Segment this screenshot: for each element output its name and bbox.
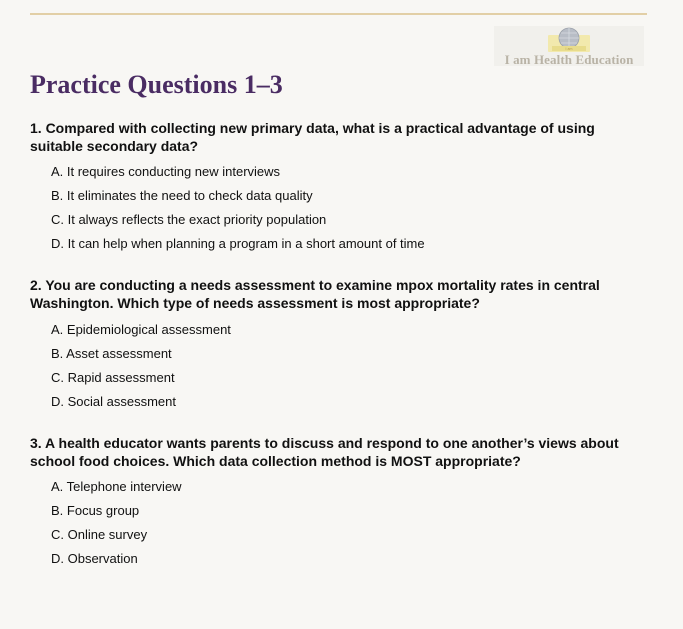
question-1-option-b: B. It eliminates the need to check data quality [51, 188, 313, 203]
logo [494, 22, 644, 70]
question-3-options [51, 475, 182, 571]
logo-text: I am Health Education [504, 52, 634, 67]
question-1-text: 1. Compared with collecting new primary data, what is a practical advantage of using suitable secondary data? [30, 120, 595, 154]
question-2-option-d: D. Social assessment [51, 394, 176, 409]
question-2-options [51, 318, 231, 414]
question-1-option-d: D. It can help when planning a program in a short amount of time [51, 236, 425, 251]
top-divider [30, 13, 647, 15]
question-2-option-a: A. Epidemiological assessment [51, 322, 231, 337]
svg-text:I am: I am [565, 47, 573, 51]
question-3-option-b: B. Focus group [51, 503, 140, 518]
question-3-option-d: D. Observation [51, 551, 138, 566]
question-3-option-c: C. Online survey [51, 527, 148, 542]
question-2-text: 2. You are conducting a needs assessment to examine mpox mortality rates in central Washington. Which type of needs assessment is most appropriate? [30, 277, 600, 311]
question-2-option-c: C. Rapid assessment [51, 370, 175, 385]
page-title: Practice Questions 1–3 [30, 70, 283, 99]
question-3-option-a: A. Telephone interview [51, 479, 182, 494]
question-1-option-a: A. It requires conducting new interviews [51, 164, 281, 179]
question-1-options [51, 160, 425, 256]
question-3-text: 3. A health educator wants parents to discuss and respond to one another’s views about school food choices. Which data collection method is MOST appropriate? [30, 435, 619, 469]
question-2-option-b: B. Asset assessment [51, 346, 172, 361]
question-1-option-c: C. It always reflects the exact priority population [51, 212, 327, 227]
